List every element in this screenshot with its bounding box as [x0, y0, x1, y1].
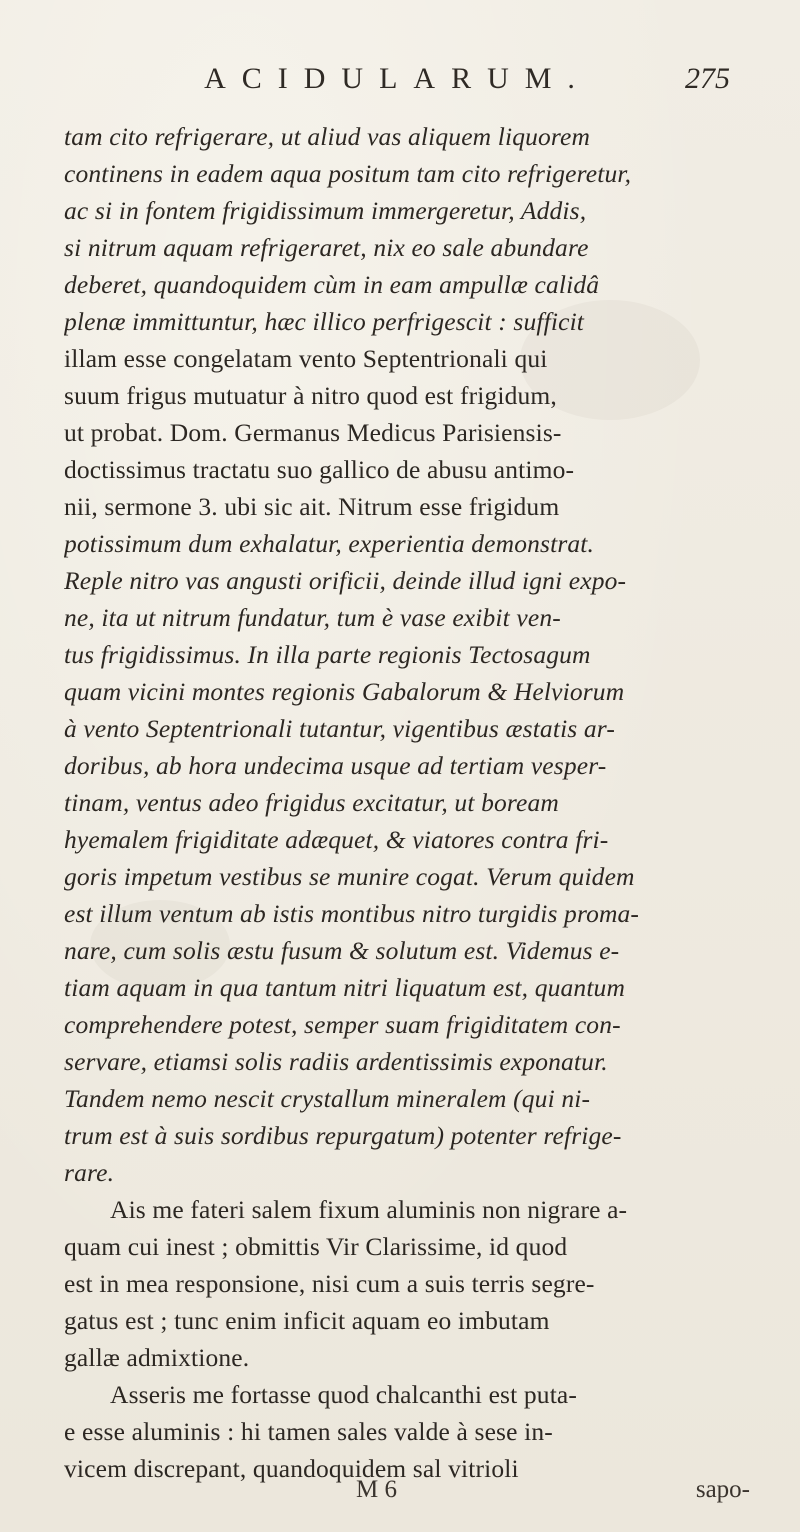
text-line: vicem discrepant, quandoquidem sal vitrioli [64, 1454, 519, 1483]
text-line: trum est à suis sordibus repurgatum) potenter refrige- [64, 1121, 622, 1150]
text-line: tus frigidissimus. In illa parte regionis Tectosagum [64, 640, 591, 669]
catchword: sapo- [695, 1476, 750, 1503]
page-header [120, 62, 730, 106]
text-line: nii, sermone 3. ubi sic ait. Nitrum esse frigidum [64, 492, 560, 521]
text-line: quam cui inest ; obmittis Vir Clarissime, id quod [64, 1232, 568, 1261]
text-line: tiam aquam in qua tantum nitri liquatum est, quantum [64, 973, 626, 1002]
page-number: 275 [685, 62, 730, 95]
text-line: est illum ventum ab istis montibus nitro turgidis proma- [64, 899, 640, 928]
paragraph-start-line: Ais me fateri salem fixum aluminis non nigrare a- [110, 1195, 628, 1224]
text-line: e esse aluminis : hi tamen sales valde à sese in- [64, 1417, 553, 1446]
text-line: Reple nitro vas angusti orificii, deinde illud igni expo- [64, 566, 627, 595]
text-line: ne, ita ut nitrum fundatur, tum è vase exibit ven- [64, 603, 561, 632]
text-line: deberet, quandoquidem cùm in eam ampullæ calidâ [64, 270, 600, 299]
text-line: quam vicini montes regionis Gabalorum & Helviorum [64, 677, 625, 706]
text-line: continens in eadem aqua positum tam cito refrigeretur, [64, 159, 632, 188]
text-line: hyemalem frigiditate adæquet, & viatores contra fri- [64, 825, 609, 854]
page-footer [0, 1476, 800, 1516]
text-line: doribus, ab hora undecima usque ad tertiam vesper- [64, 751, 607, 780]
text-line: gallæ admixtione. [64, 1343, 250, 1372]
text-line: ut probat. Dom. Germanus Medicus Parisiensis- [64, 418, 562, 447]
signature-mark: M 6 [356, 1476, 397, 1503]
text-line: potissimum dum exhalatur, experientia demonstrat. [64, 529, 595, 558]
text-line: tinam, ventus adeo frigidus excitatur, ut boream [64, 788, 559, 817]
text-line: plenæ immittuntur, hæc illico perfrigescit : sufficit [64, 307, 585, 336]
text-line: Tandem nemo nescit crystallum mineralem (qui ni- [64, 1084, 591, 1113]
text-line: doctissimus tractatu suo gallico de abusu antimo- [64, 455, 575, 484]
text-line: nare, cum solis æstu fusum & solutum est. Videmus e- [64, 936, 620, 965]
text-line: si nitrum aquam refrigeraret, nix eo sale abundare [64, 233, 589, 262]
text-line: gatus est ; tunc enim inficit aquam eo imbutam [64, 1306, 550, 1335]
body-text [64, 118, 764, 1487]
text-line: tam cito refrigerare, ut aliud vas aliquem liquorem [64, 122, 591, 151]
text-line: servare, etiamsi solis radiis ardentissimis exponatur. [64, 1047, 608, 1076]
text-line: illam esse congelatam vento Septentrionali qui [64, 344, 548, 373]
paragraph-start-line: Asseris me fortasse quod chalcanthi est puta- [110, 1380, 578, 1409]
text-line: ac si in fontem frigidissimum immergeretur, Addis, [64, 196, 587, 225]
running-head: ACIDULARUM. [204, 62, 591, 95]
text-line: est in mea responsione, nisi cum a suis terris segre- [64, 1269, 595, 1298]
text-line: goris impetum vestibus se munire cogat. Verum quidem [64, 862, 635, 891]
text-line: rare. [64, 1158, 115, 1187]
text-line: suum frigus mutuatur à nitro quod est frigidum, [64, 381, 557, 410]
text-line: comprehendere potest, semper suam frigiditatem con- [64, 1010, 621, 1039]
text-line: à vento Septentrionali tutantur, vigentibus æstatis ar- [64, 714, 616, 743]
